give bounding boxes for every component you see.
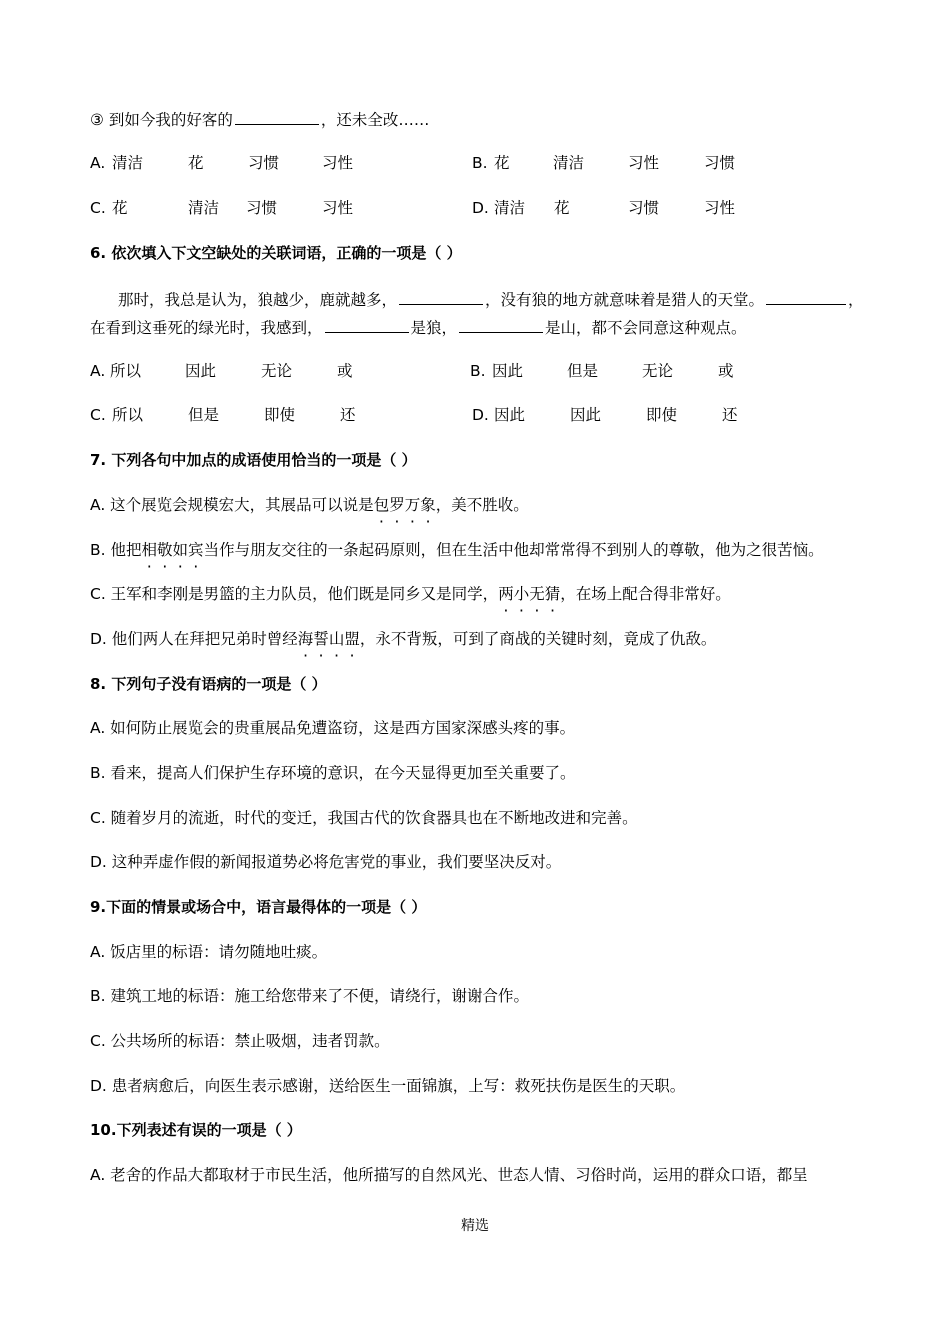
q8-option-c: C. 随着岁月的流逝，时代的变迁，我国古代的饮食器具也在不断地改进和完善。	[90, 809, 638, 827]
q10-title: 10.下列表述有误的一项是（ ）	[90, 1121, 302, 1139]
q6-title: 6. 依次填入下文空缺处的关联词语，正确的一项是（ ）	[90, 244, 462, 262]
q7-option-b: B. 他把相敬如宾当作与朋友交往的一条起码原则，但在生活中他却常常得不到别人的尊敬，他为之很苦恼。	[90, 541, 824, 559]
q8-option-b: B. 看来，提高人们保护生存环境的意识，在今天显得更加至关重要了。	[90, 764, 576, 782]
answer-blank	[325, 315, 409, 333]
q8-option-a: A. 如何防止展览会的贵重展品免遭盗窃，这是西方国家深感头疼的事。	[90, 719, 576, 737]
q9-title: 9.下面的情景或场合中，语言最得体的一项是（ ）	[90, 898, 427, 916]
answer-blank	[235, 107, 319, 125]
q6-passage-line-1: 那时，我总是认为，狼越少，鹿就越多， ，没有狼的地方就意味着是猎人的天堂。 ，	[118, 287, 864, 311]
q6-passage-line-2: 在看到这垂死的绿光时，我感到， 是狼， 是山，都不会同意这种观点。	[90, 315, 747, 339]
page-footer: 精选	[461, 1218, 489, 1234]
q9-option-c: C. 公共场所的标语：禁止吸烟，违者罚款。	[90, 1032, 390, 1050]
q9-option-b: B. 建筑工地的标语：施工给您带来了不便，请绕行，谢谢合作。	[90, 987, 529, 1005]
q7-option-d: D. 他们两人在拜把兄弟时曾经海誓山盟，永不背叛，可到了商战的关键时刻，竟成了仇敌。	[90, 630, 717, 648]
answer-blank	[399, 287, 483, 305]
q7-option-c: C. 王军和李刚是男篮的主力队员，他们既是同乡又是同学，两小无猜，在场上配合得非常好。	[90, 585, 731, 603]
q9-option-d: D. 患者病愈后，向医生表示感谢，送给医生一面锦旗，上写：救死扶伤是医生的天职。	[90, 1077, 686, 1095]
q9-option-a: A. 饭店里的标语：请勿随地吐痰。	[90, 943, 328, 961]
answer-blank	[766, 287, 846, 305]
q7-title: 7. 下列各句中加点的成语使用恰当的一项是（ ）	[90, 451, 417, 469]
q7-option-a: A. 这个展览会规模宏大，其展品可以说是包罗万象，美不胜收。	[90, 496, 529, 514]
q8-title: 8. 下列句子没有语病的一项是（ ）	[90, 675, 327, 693]
q10-option-a: A. 老舍的作品大都取材于市民生活，他所描写的自然风光、世态人情、习俗时尚，运用的群众口语，都呈	[90, 1166, 808, 1184]
q8-option-d: D. 这种弄虚作假的新闻报道势必将危害党的事业，我们要坚决反对。	[90, 853, 562, 871]
answer-blank	[459, 315, 543, 333]
document-page: ③ 到如今我的好客的 ，还未全改…… A. 清洁 花 习惯 习性 B. 花 清洁 习性 习惯 C. 花 清洁 习惯 习性 D. 清洁 花 习惯 习性 6. 依次填入下文空缺处的关联词语，正确的一项是（ ） 那时，我总是认为，狼越少，鹿就越多， ，没有狼的地方就意味着是猎人的天堂。 ， 在看到这垂死的绿光时，我感到， 是狼， 是山，都不会同意这种观点。 A. 所以 因此 无论 或 B. 因此 但是 无论 或 C. 所以 但是 即使 还 D. 因此 因此 即使 还 7. 下列各句中加点的成语使用恰当的一项是（ ） A. 这个展览会规模宏大，其展品可以说是包罗万象，美不胜收。 B. 他把相敬如宾当作与朋友交往的一条起码原则，但在生活中他却常常得不到别人的尊敬，他为之很苦恼。 C. 王军和李刚是男篮的主力队员，他们既是同乡又是同学，两小无猜，在场上配合得非常好。 D. 他们两人在拜把兄弟时曾经海誓山盟，永不背叛，可到了商战的关键时刻，竟成了仇敌。 8. 下列句子没有语病的一项是（ ） A. 如何防止展览会的贵重展品免遭盗窃，这是西方国家深感头疼的事。 B. 看来，提高人们保护生存环境的意识，在今天显得更加至关重要了。 C. 随着岁月的流逝，时代的变迁，我国古代的饮食器具也在不断地改进和完善。 D. 这种弄虚作假的新闻报道势必将危害党的事业，我们要坚决反对。 9.下面的情景或场合中，语言最得体的一项是（ ） A. 饭店里的标语：请勿随地吐痰。 B. 建筑工地的标语：施工给您带来了不便，请绕行，谢谢合作。 C. 公共场所的标语：禁止吸烟，违者罚款。 D. 患者病愈后，向医生表示感谢，送给医生一面锦旗，上写：救死扶伤是医生的天职。 10.下列表述有误的一项是（ ） A. 老舍的作品大都取材于市民生活，他所描写的自然风光、世态人情、习俗时尚，运用的群众口语，都呈 精选	[0, 0, 950, 1344]
q5-item-3: ③ 到如今我的好客的 ，还未全改……	[90, 107, 429, 131]
